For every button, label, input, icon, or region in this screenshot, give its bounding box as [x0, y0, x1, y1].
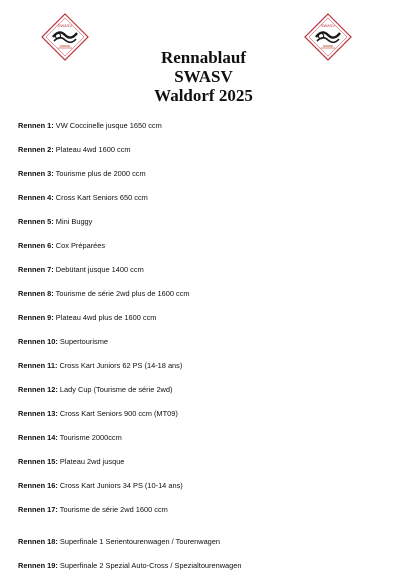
race-item: Rennen 19: Superfinale 2 Spezial Auto-Cross / Spezialtourenwagen [18, 561, 242, 570]
race-item: Rennen 10: Supertourisme [18, 337, 108, 346]
race-item: Rennen 4: Cross Kart Seniors 650 ccm [18, 193, 148, 202]
race-item: Rennen 6: Cox Préparées [18, 241, 106, 250]
race-item: Rennen 2: Plateau 4wd 1600 ccm [18, 145, 131, 154]
svg-text:SWASV: SWASV [57, 23, 73, 28]
race-item: Rennen 16: Cross Kart Juniors 34 PS (10-14 ans) [18, 481, 183, 490]
race-item: Rennen 8: Tourisme de série 2wd plus de 1600 ccm [18, 289, 190, 298]
race-item: Rennen 14: Tourisme 2000ccm [18, 433, 122, 442]
title-line-3: Waldorf 2025 [154, 86, 253, 105]
race-item: Rennen 18: Superfinale 1 Serientourenwagen / Tourenwagen [18, 537, 221, 546]
svg-text:SWASV: SWASV [320, 23, 336, 28]
race-item: Rennen 17: Tourisme de série 2wd 1600 ccm [18, 505, 168, 514]
page-title [0, 48, 407, 105]
race-item: Rennen 15: Plateau 2wd jusque [18, 457, 125, 466]
race-item: Rennen 3: Tourisme plus de 2000 ccm [18, 169, 146, 178]
race-item: Rennen 12: Lady Cup (Tourisme de série 2wd) [18, 385, 173, 394]
race-item: Rennen 1: VW Coccinelle jusque 1650 ccm [18, 121, 162, 130]
title-line-2: SWASV [174, 67, 233, 86]
race-item: Rennen 9: Plateau 4wd plus de 1600 ccm [18, 313, 157, 322]
race-item: Rennen 11: Cross Kart Juniors 62 PS (14-18 ans) [18, 361, 183, 370]
race-item: Rennen 7: Debütant jusque 1400 ccm [18, 265, 144, 274]
race-item: Rennen 5: Mini Buggy [18, 217, 93, 226]
title-line-1: Rennablauf [160, 48, 247, 67]
race-item: Rennen 13: Cross Kart Seniors 900 ccm (MT09) [18, 409, 178, 418]
